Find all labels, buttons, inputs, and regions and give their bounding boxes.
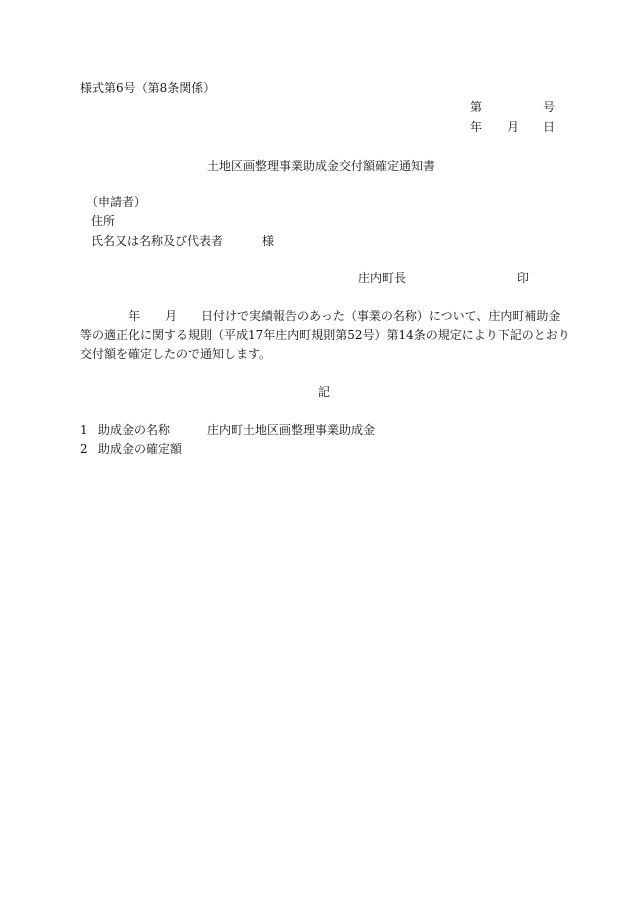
doc-number-suffix: 号 xyxy=(543,100,556,114)
body-month: 月 xyxy=(165,309,178,323)
date-year: 年 xyxy=(470,120,483,134)
form-number: 様式第6号（第8条関係） xyxy=(80,81,216,95)
item-number: 1 xyxy=(80,423,88,437)
doc-number-prefix: 第 xyxy=(470,100,483,114)
ki-heading: 記 xyxy=(318,385,331,399)
applicant-address-label: 住所 xyxy=(91,214,116,228)
applicant-label: （申請者） xyxy=(86,195,147,209)
item-number: 2 xyxy=(80,442,88,456)
applicant-name-label: 氏名又は名称及び代表者 xyxy=(91,234,224,248)
item-label: 助成金の名称 xyxy=(98,423,171,437)
body-line3: 交付額を確定したので通知します。 xyxy=(80,347,272,361)
issuer-name: 庄内町長 xyxy=(358,271,407,285)
body-year: 年 xyxy=(128,309,141,323)
date-day: 日 xyxy=(543,120,556,134)
document-title: 土地区画整理事業助成金交付額確定通知書 xyxy=(207,159,436,173)
item-label: 助成金の確定額 xyxy=(98,442,183,456)
body-line1: 日付けで実績報告のあった（事業の名称）について、庄内町補助金 xyxy=(201,309,561,323)
issuer-seal: 印 xyxy=(517,271,530,285)
body-line2: 等の適正化に関する規則（平成17年庄内町規則第52号）第14条の規定により下記のとおり xyxy=(80,328,570,342)
item-value: 庄内町土地区画整理事業助成金 xyxy=(207,423,376,437)
applicant-honorific: 様 xyxy=(262,234,275,248)
date-month: 月 xyxy=(507,120,520,134)
